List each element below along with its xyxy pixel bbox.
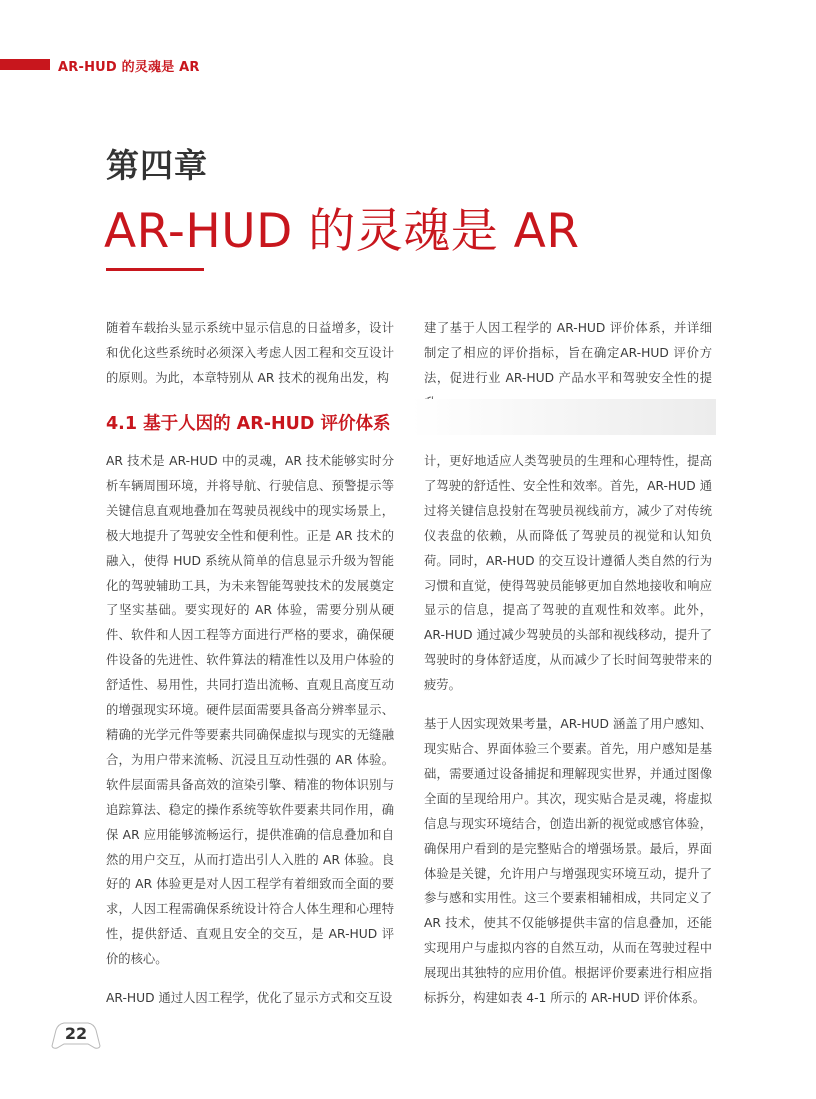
body-paragraph: 计，更好地适应人类驾驶员的生理和心理特性，提高了驾驶的舒适性、安全性和效率。首先，AR-HUD 通过将关键信息投射在驾驶员视线前方，减少了对传统仪表盘的依赖，从而降低了驾驶员的视觉和认知负荷。同时，AR-HUD 的交互设计遵循人类自然的行为习惯和直觉，使得驾驶员能够更加自然地接收和响应显示的信息，提高了驾驶的直观性和效率。此外，AR-HUD 通过减少驾驶员的头部和视线移动，提升了驾驶时的身体舒适度，从而减少了长时间驾驶带来的疲劳。 [424, 454, 712, 693]
chapter-title: AR-HUD 的灵魂是 AR [104, 204, 580, 259]
running-header: AR-HUD 的灵魂是 AR [58, 60, 200, 75]
intro-left-column [106, 316, 394, 391]
page-number-badge [48, 1016, 104, 1052]
paragraph-gap [106, 972, 394, 986]
title-underline [106, 268, 204, 271]
body-paragraph: AR 技术是 AR-HUD 中的灵魂，AR 技术能够实时分析车辆周围环境，并将导航、行驶信息、预警提示等关键信息直观地叠加在驾驶员视线中的现实场景上，极大地提升了驾驶安全性和便利性。正是 AR 技术的融入，使得 HUD 系统从简单的信息显示升级为智能化的驾驶辅助工具，为未来智能驾驶技术的发展奠定了坚实基础。要实现好的 AR 体验，需要分别从硬件、软件和人因工程等方面进行严格的要求，确保硬件设备的先进性、软件算法的精准性以及用户体验的舒适性、易用性，共同打造出流畅、直观且高度互动的增强现实环境。硬件层面需要具备高分辨率显示、精确的光学元件等要素共同确保虚拟与现实的无缝融合，为用户带来流畅、沉浸且互动性强的 AR 体验。软件层面需具备高效的渲染引擎、精准的物体识别与追踪算法、稳定的操作系统等软件要素共同作用，确保 AR 应用能够流畅运行，提供准确的信息叠加和自然的用户交互，从而打造出引人入胜的 AR 体验。良好的 AR 体验更是对人因工程学有着细致而全面的要求，人因工程需确保系统设计符合人体生理和心理特性，提供舒适、直观且安全的交互，是 AR-HUD 评价的核心。 [106, 454, 394, 967]
section-heading-band [106, 399, 716, 435]
body-left-column [106, 449, 394, 1011]
page-number: 22 [64, 1024, 88, 1043]
body-paragraph: 基于人因实现效果考量，AR-HUD 涵盖了用户感知、现实贴合、界面体验三个要素。首先，用户感知是基础，需要通过设备捕捉和理解现实世界，并通过图像全面的呈现给用户。其次，现实贴合是灵魂，将虚拟信息与现实环境结合，创造出新的视觉或感官体验，确保用户看到的是完整贴合的增强场景。最后，界面体验是关键，允许用户与增强现实环境互动，提升了参与感和实用性。这三个要素相辅相成，共同定义了 AR 技术，使其不仅能够提供丰富的信息叠加，还能实现用户与虚拟内容的自然互动，从而在驾驶过程中展现出其独特的应用价值。根据评价要素进行相应指标拆分，构建如表 4-1 所示的 AR-HUD 评价体系。 [424, 717, 712, 1006]
intro-paragraph-right: 建了基于人因工程学的 AR-HUD 评价体系，并详细制定了相应的评价指标，旨在确定AR-HUD 评价方法，促进行业 AR-HUD 产品水平和驾驶安全性的提 [424, 321, 712, 385]
body-paragraph: AR-HUD 通过人因工程学，优化了显示方式和交互设 [106, 991, 393, 1006]
body-right-column [424, 449, 712, 1011]
paragraph-gap [424, 698, 712, 712]
header-accent-bar [0, 59, 50, 70]
intro-paragraph-left: 随着车载抬头显示系统中显示信息的日益增多，设计和优化这些系统时必须深入考虑人因工程和交互设计的原则。为此，本章特别从 AR 技术的视角出发，构 [106, 321, 394, 385]
section-title: 4.1 基于人因的 AR-HUD 评价体系 [106, 414, 391, 434]
chapter-label: 第四章 [106, 146, 208, 185]
